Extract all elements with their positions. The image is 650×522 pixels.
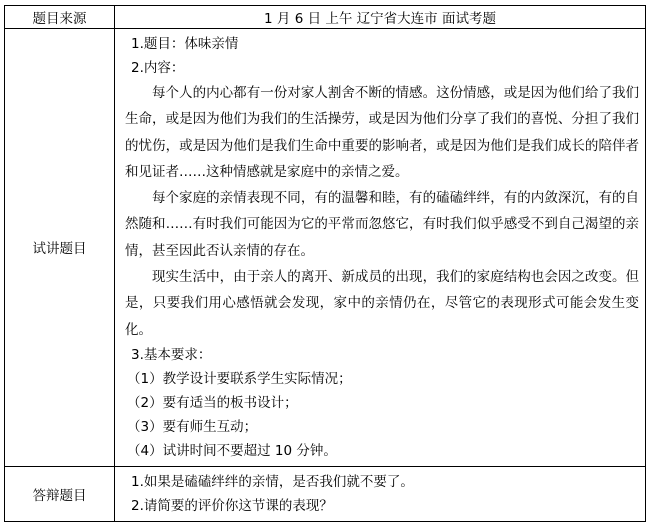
requirement-item-2: （2）要有适当的板书设计； [127,394,298,411]
topic-title: 1.题目：体味亲情 [131,36,239,52]
requirements-heading: 3.基本要求： [131,346,212,363]
defense-label: 答辩题目 [5,466,115,521]
exam-table [4,5,646,522]
content-paragraph-1: 每个人的内心都有一份对家人割舍不断的情感。这份情感，或是因为他们给了我们生命，或是因为他们为我们的生活操劳，或是因为他们分享了我们的喜悦、分担了我们的忧伤，或是因为他们是我们生命中重要的影响者，或是因为他们是我们成长的陪伴者和见证者……这种情感就是家庭中的亲情之爱。 [125,85,639,180]
trial-row [5,29,646,467]
content-heading: 2.内容： [131,60,185,76]
trial-content [115,29,646,467]
requirement-item-3: （3）要有师生互动； [127,418,258,435]
content-paragraph-2: 每个家庭的亲情表现不同，有的温馨和睦，有的磕磕绊绊，有的内敛深沉，有的自然随和……有时我们可能因为它的平常而忽悠它，有时我们似乎感受不到自己渴望的亲情，甚至因此否认亲情的存在。 [125,190,639,259]
trial-label: 试讲题目 [5,29,115,467]
header-row [5,6,646,29]
content-paragraph-3: 现实生活中，由于亲人的离开、新成员的出现，我们的家庭结构也会因之改变。但是，只要我们用心感悟就会发现，家中的亲情仍在，尽管它的表现形式可能会发生变化。 [125,269,639,338]
source-value: 1 月 6 日 上午 辽宁省大连市 面试考题 [115,6,646,29]
defense-question-1: 1.如果是磕磕绊绊的亲情，是否我们就不要了。 [131,473,414,490]
requirement-item-4: （4）试讲时间不要超过 10 分钟。 [127,442,337,459]
defense-content [115,466,646,521]
source-label: 题目来源 [5,6,115,29]
requirement-item-1: （1）教学设计要联系学生实际情况； [127,370,352,387]
defense-question-2: 2.请简要的评价你这节课的表现？ [131,497,333,514]
defense-row [5,466,646,521]
